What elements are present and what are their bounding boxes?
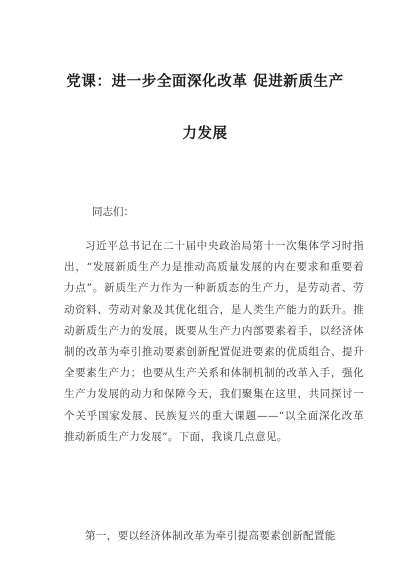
body-paragraph-1: 习近平总书记在二十届中央政治局第十一次集体学习时指出，“发展新质生产力是推动高质量发展的内在要求和重要着力点”。新质生产力作为一种新质态的生产力，是劳动者、劳动资料、劳动对象及其优化组合，是人类生产能力的跃升。推动新质生产力的发展，既要从生产力内部要素着手，以经济体制的改革为牵引推动要素创新配置促进要素的优质组合、提升全要素生产力；也要从生产关系和体制机制的改革入手，强化生产力发展的动力和保障今天，我们聚集在这里，共同探讨一个关乎国家发展、民族复兴的重大课题——“以全面深化改革推动新质生产力发展”。下面，我谈几点意见。 [64,240,364,443]
document-title-line-1: 党课：进一步全面深化改革 促进新质生产 [66,74,344,90]
greeting: 同志们： [92,206,134,218]
body-paragraph-2: 第一，要以经济体制改革为牵引提高要素创新配置能 [85,530,336,542]
document-title-line-2: 力发展 [182,126,228,142]
